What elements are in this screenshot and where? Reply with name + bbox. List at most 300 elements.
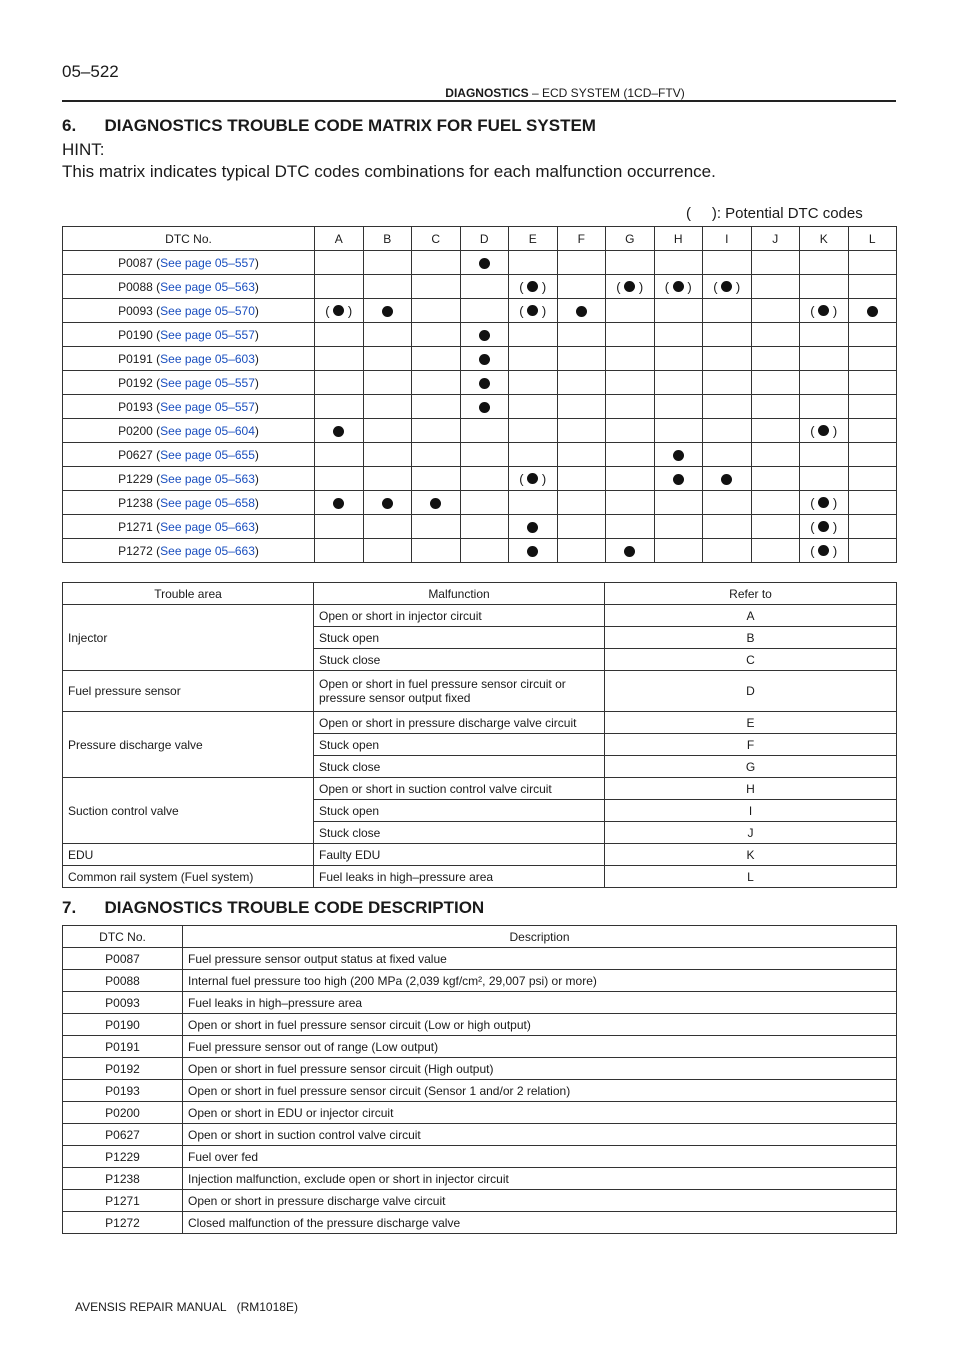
dtc-dot-icon (479, 378, 490, 389)
malfunction-cell: Faulty EDU (314, 844, 605, 866)
matrix-cell (315, 443, 364, 467)
matrix-cell (460, 419, 509, 443)
matrix-cell (703, 467, 752, 491)
matrix-cell (412, 539, 461, 563)
see-page-link[interactable]: See page 05–557 (160, 375, 255, 390)
trouble-row (63, 712, 897, 734)
desc-row (63, 1124, 897, 1146)
see-page-link[interactable]: See page 05–570 (160, 303, 255, 318)
matrix-cell (509, 515, 558, 539)
matrix-cell (751, 491, 800, 515)
matrix-cell (606, 443, 655, 467)
matrix-dtc-cell: P0200 (See page 05–604) (63, 419, 315, 443)
see-page-link[interactable]: See page 05–604 (160, 423, 255, 438)
desc-text-cell: Internal fuel pressure too high (200 MPa (2,039 kgf/cm², 29,007 psi) or more) (183, 970, 897, 992)
open-paren: ( (664, 279, 673, 295)
close-paren: ) (829, 495, 838, 511)
matrix-cell (412, 515, 461, 539)
dtc-code: P0190 (118, 327, 153, 342)
matrix-cell (606, 371, 655, 395)
close-paren: ) (538, 279, 547, 295)
matrix-cell (751, 299, 800, 323)
see-page-link[interactable]: See page 05–563 (160, 471, 255, 486)
matrix-header-col-b: B (363, 227, 412, 251)
desc-dtc-cell: P0190 (63, 1014, 183, 1036)
potential-legend: ( ): Potential DTC codes (686, 205, 863, 222)
matrix-cell (315, 347, 364, 371)
matrix-row (63, 395, 897, 419)
desc-row (63, 970, 897, 992)
matrix-cell (654, 491, 703, 515)
matrix-cell (557, 347, 606, 371)
matrix-cell (848, 443, 897, 467)
matrix-cell (509, 347, 558, 371)
header-title (0, 86, 960, 100)
trouble-row (63, 671, 897, 712)
open-paren: ( (810, 519, 819, 535)
matrix-cell (751, 323, 800, 347)
matrix-cell (654, 539, 703, 563)
dtc-code: P0192 (118, 375, 153, 390)
desc-header-row (63, 926, 897, 948)
matrix-cell (606, 299, 655, 323)
matrix-header-col-c: C (412, 227, 461, 251)
dtc-code: P0200 (118, 423, 153, 438)
matrix-body (63, 251, 897, 563)
desc-row (63, 1058, 897, 1080)
potential-dot-icon (818, 305, 829, 316)
potential-dot-icon (527, 473, 538, 484)
matrix-cell (315, 395, 364, 419)
desc-text-cell: Open or short in EDU or injector circuit (183, 1102, 897, 1124)
matrix-cell (557, 467, 606, 491)
desc-body (63, 948, 897, 1234)
matrix-cell (557, 419, 606, 443)
matrix-cell (509, 443, 558, 467)
matrix-cell (557, 443, 606, 467)
trouble-header-row (63, 583, 897, 605)
desc-dtc-cell: P0200 (63, 1102, 183, 1124)
close-paren: ) (829, 543, 838, 559)
matrix-cell (848, 299, 897, 323)
dtc-dot-icon (867, 306, 878, 317)
desc-dtc-cell: P0087 (63, 948, 183, 970)
matrix-cell (800, 299, 849, 323)
desc-dtc-cell: P0193 (63, 1080, 183, 1102)
matrix-cell (315, 323, 364, 347)
matrix-row (63, 443, 897, 467)
desc-text-cell: Fuel pressure sensor out of range (Low output) (183, 1036, 897, 1058)
open-paren: ( (519, 303, 528, 319)
matrix-cell (315, 371, 364, 395)
desc-dtc-cell: P0191 (63, 1036, 183, 1058)
close-paren: ) (829, 303, 838, 319)
matrix-cell (703, 347, 752, 371)
dtc-code: P1238 (118, 495, 153, 510)
see-page-link[interactable]: See page 05–557 (160, 327, 255, 342)
matrix-row (63, 467, 897, 491)
dtc-dot-icon (721, 474, 732, 485)
matrix-row (63, 539, 897, 563)
matrix-cell (412, 467, 461, 491)
see-page-link[interactable]: See page 05–603 (160, 351, 255, 366)
matrix-cell (412, 323, 461, 347)
dtc-code: P0193 (118, 399, 153, 414)
dtc-dot-icon (382, 306, 393, 317)
matrix-cell (703, 275, 752, 299)
matrix-cell (703, 491, 752, 515)
potential-dot-icon (818, 425, 829, 436)
matrix-header-col-a: A (315, 227, 364, 251)
potential-dot-icon (333, 305, 344, 316)
matrix-cell (800, 515, 849, 539)
matrix-cell (412, 299, 461, 323)
matrix-cell (460, 347, 509, 371)
matrix-cell (557, 395, 606, 419)
close-paren: ) (829, 423, 838, 439)
dtc-code: P0093 (118, 303, 153, 318)
close-paren: ) (538, 303, 547, 319)
matrix-cell (606, 395, 655, 419)
desc-dtc-cell: P1272 (63, 1212, 183, 1234)
matrix-cell (315, 491, 364, 515)
matrix-cell (509, 491, 558, 515)
open-paren: ( (810, 543, 819, 559)
desc-row (63, 1146, 897, 1168)
matrix-header-col-l: L (848, 227, 897, 251)
desc-dtc-cell: P0627 (63, 1124, 183, 1146)
close-paren: ) (538, 471, 547, 487)
desc-text-cell: Injection malfunction, exclude open or short in injector circuit (183, 1168, 897, 1190)
matrix-dtc-cell: P0193 (See page 05–557) (63, 395, 315, 419)
desc-dtc-cell: P1229 (63, 1146, 183, 1168)
refer-to-cell: G (605, 756, 897, 778)
matrix-cell (363, 515, 412, 539)
desc-row (63, 1080, 897, 1102)
matrix-cell (557, 515, 606, 539)
dtc-dot-icon (673, 474, 684, 485)
matrix-cell (800, 323, 849, 347)
matrix-cell (509, 539, 558, 563)
matrix-cell (703, 251, 752, 275)
matrix-cell (848, 539, 897, 563)
matrix-cell (800, 467, 849, 491)
matrix-cell (460, 443, 509, 467)
desc-text-cell: Fuel pressure sensor output status at fixed value (183, 948, 897, 970)
potential-dot-icon (818, 521, 829, 532)
desc-row (63, 1036, 897, 1058)
matrix-cell (606, 275, 655, 299)
matrix-cell (412, 371, 461, 395)
dtc-dot-icon (430, 498, 441, 509)
matrix-header-row (63, 227, 897, 251)
matrix-row (63, 275, 897, 299)
matrix-cell (654, 467, 703, 491)
matrix-cell (315, 299, 364, 323)
matrix-header-col-g: G (606, 227, 655, 251)
matrix-cell (800, 251, 849, 275)
dtc-dot-icon (479, 330, 490, 341)
malfunction-cell: Open or short in fuel pressure sensor circuit or pressure sensor output fixed (314, 671, 605, 712)
matrix-row (63, 347, 897, 371)
desc-row (63, 1212, 897, 1234)
malfunction-cell: Stuck open (314, 627, 605, 649)
trouble-area-cell: Common rail system (Fuel system) (63, 866, 314, 888)
matrix-cell (751, 251, 800, 275)
matrix-dtc-cell: P1229 (See page 05–563) (63, 467, 315, 491)
close-paren: ) (344, 303, 353, 319)
matrix-cell (848, 491, 897, 515)
potential-dot-icon (624, 281, 635, 292)
matrix-row (63, 323, 897, 347)
matrix-cell (557, 251, 606, 275)
open-paren: ( (810, 495, 819, 511)
matrix-header-dtc: DTC No. (63, 227, 315, 251)
matrix-dtc-cell: P1271 (See page 05–663) (63, 515, 315, 539)
open-paren: ( (713, 279, 722, 295)
matrix-cell (703, 515, 752, 539)
matrix-cell (654, 347, 703, 371)
malfunction-cell: Stuck close (314, 756, 605, 778)
refer-to-cell: D (605, 671, 897, 712)
trouble-row (63, 605, 897, 627)
malfunction-cell: Open or short in injector circuit (314, 605, 605, 627)
matrix-cell (412, 419, 461, 443)
section-6-title: 6. DIAGNOSTICS TROUBLE CODE MATRIX FOR FUEL SYSTEM (62, 116, 596, 135)
matrix-cell (460, 323, 509, 347)
matrix-cell (800, 443, 849, 467)
matrix-cell (509, 419, 558, 443)
matrix-cell (751, 419, 800, 443)
open-paren: ( (616, 279, 625, 295)
trouble-area-cell: Fuel pressure sensor (63, 671, 314, 712)
malfunction-cell: Stuck open (314, 800, 605, 822)
potential-dot-icon (527, 281, 538, 292)
matrix-cell (654, 515, 703, 539)
header-separator: – (531, 86, 539, 100)
matrix-row (63, 299, 897, 323)
close-paren: ) (635, 279, 644, 295)
potential-dot-icon (818, 545, 829, 556)
dtc-code: P1229 (118, 471, 153, 486)
trouble-area-cell: Pressure discharge valve (63, 712, 314, 778)
matrix-cell (363, 467, 412, 491)
matrix-cell (654, 323, 703, 347)
matrix-cell (751, 395, 800, 419)
dtc-dot-icon (527, 522, 538, 533)
trouble-row (63, 866, 897, 888)
matrix-cell (606, 347, 655, 371)
matrix-cell (315, 251, 364, 275)
trouble-area-cell: Suction control valve (63, 778, 314, 844)
dtc-dot-icon (479, 402, 490, 413)
matrix-cell (363, 419, 412, 443)
dtc-description-table (62, 925, 897, 1234)
see-page-link[interactable]: See page 05–563 (160, 279, 255, 294)
see-page-link[interactable]: See page 05–663 (160, 543, 255, 558)
dtc-code: P1272 (118, 543, 153, 558)
matrix-cell (703, 443, 752, 467)
matrix-cell (460, 491, 509, 515)
matrix-cell (654, 275, 703, 299)
matrix-cell (703, 323, 752, 347)
matrix-cell (557, 299, 606, 323)
section-7-title: 7. DIAGNOSTICS TROUBLE CODE DESCRIPTION (62, 898, 485, 917)
matrix-cell (509, 275, 558, 299)
matrix-cell (848, 275, 897, 299)
dtc-dot-icon (673, 450, 684, 461)
matrix-cell (848, 515, 897, 539)
matrix-row (63, 371, 897, 395)
trouble-area-cell: EDU (63, 844, 314, 866)
matrix-cell (363, 395, 412, 419)
open-paren: ( (810, 303, 819, 319)
refer-to-cell: A (605, 605, 897, 627)
matrix-cell (460, 299, 509, 323)
matrix-dtc-cell: P0088 (See page 05–563) (63, 275, 315, 299)
dtc-dot-icon (333, 498, 344, 509)
matrix-dtc-cell: P1238 (See page 05–658) (63, 491, 315, 515)
matrix-cell (654, 371, 703, 395)
matrix-cell (412, 395, 461, 419)
dtc-code: P0191 (118, 351, 153, 366)
desc-row (63, 1102, 897, 1124)
dtc-code: P0087 (118, 255, 153, 270)
desc-row (63, 1014, 897, 1036)
matrix-cell (751, 515, 800, 539)
matrix-cell (412, 443, 461, 467)
matrix-cell (848, 467, 897, 491)
potential-dot-icon (527, 305, 538, 316)
matrix-cell (460, 275, 509, 299)
matrix-cell (703, 299, 752, 323)
matrix-row (63, 515, 897, 539)
desc-text-cell: Open or short in pressure discharge valve circuit (183, 1190, 897, 1212)
footer-manual-title: AVENSIS REPAIR MANUAL (RM1018E) (75, 1300, 298, 1314)
malfunction-cell: Open or short in pressure discharge valve circuit (314, 712, 605, 734)
matrix-cell (606, 251, 655, 275)
matrix-cell (751, 443, 800, 467)
desc-dtc-cell: P1238 (63, 1168, 183, 1190)
matrix-cell (703, 539, 752, 563)
matrix-cell (557, 371, 606, 395)
matrix-cell (460, 251, 509, 275)
dtc-code: P1271 (118, 519, 153, 534)
header-system: ECD SYSTEM (1CD–FTV) (542, 86, 685, 100)
dtc-code: P0088 (118, 279, 153, 294)
matrix-cell (460, 467, 509, 491)
refer-to-cell: E (605, 712, 897, 734)
matrix-cell (848, 323, 897, 347)
open-paren: ( (519, 471, 528, 487)
matrix-cell (315, 467, 364, 491)
dtc-matrix-table (62, 226, 897, 563)
matrix-cell (654, 299, 703, 323)
page-number: 05–522 (62, 62, 119, 81)
matrix-cell (654, 395, 703, 419)
matrix-cell (460, 395, 509, 419)
matrix-cell (509, 251, 558, 275)
matrix-dtc-cell: P0190 (See page 05–557) (63, 323, 315, 347)
matrix-cell (800, 275, 849, 299)
matrix-cell (606, 323, 655, 347)
matrix-header-col-k: K (800, 227, 849, 251)
see-page-link[interactable]: See page 05–663 (160, 519, 255, 534)
desc-text-cell: Open or short in fuel pressure sensor circuit (Sensor 1 and/or 2 relation) (183, 1080, 897, 1102)
matrix-cell (509, 395, 558, 419)
desc-text-cell: Fuel leaks in high–pressure area (183, 992, 897, 1014)
desc-row (63, 992, 897, 1014)
matrix-cell (363, 491, 412, 515)
desc-header-dtc: DTC No. (63, 926, 183, 948)
see-page-link[interactable]: See page 05–557 (160, 255, 255, 270)
matrix-cell (751, 347, 800, 371)
matrix-cell (315, 275, 364, 299)
malfunction-cell: Stuck close (314, 649, 605, 671)
matrix-cell (848, 419, 897, 443)
matrix-cell (606, 467, 655, 491)
malfunction-cell: Fuel leaks in high–pressure area (314, 866, 605, 888)
trouble-area-cell: Injector (63, 605, 314, 671)
matrix-cell (703, 419, 752, 443)
matrix-cell (703, 371, 752, 395)
matrix-cell (751, 467, 800, 491)
desc-header-description: Description (183, 926, 897, 948)
matrix-row (63, 491, 897, 515)
matrix-cell (412, 251, 461, 275)
open-paren: ( (325, 303, 334, 319)
see-page-link[interactable]: See page 05–557 (160, 399, 255, 414)
see-page-link[interactable]: See page 05–658 (160, 495, 255, 510)
refer-to-cell: C (605, 649, 897, 671)
matrix-cell (363, 347, 412, 371)
desc-row (63, 948, 897, 970)
malfunction-cell: Open or short in suction control valve circuit (314, 778, 605, 800)
matrix-cell (751, 539, 800, 563)
matrix-cell (848, 251, 897, 275)
matrix-cell (509, 371, 558, 395)
matrix-header-col-f: F (557, 227, 606, 251)
matrix-cell (703, 395, 752, 419)
matrix-cell (363, 323, 412, 347)
potential-dot-icon (673, 281, 684, 292)
hint-label: HINT: (62, 140, 105, 159)
matrix-cell (412, 275, 461, 299)
matrix-cell (509, 467, 558, 491)
refer-to-cell: F (605, 734, 897, 756)
matrix-cell (606, 491, 655, 515)
malfunction-cell: Stuck close (314, 822, 605, 844)
matrix-cell (315, 539, 364, 563)
matrix-cell (315, 515, 364, 539)
matrix-dtc-cell: P0627 (See page 05–655) (63, 443, 315, 467)
matrix-cell (800, 419, 849, 443)
matrix-cell (363, 371, 412, 395)
matrix-cell (412, 347, 461, 371)
malfunction-cell: Stuck open (314, 734, 605, 756)
matrix-cell (509, 323, 558, 347)
trouble-area-table (62, 582, 897, 888)
desc-text-cell: Closed malfunction of the pressure discharge valve (183, 1212, 897, 1234)
desc-text-cell: Open or short in suction control valve circuit (183, 1124, 897, 1146)
matrix-cell (848, 395, 897, 419)
dtc-dot-icon (479, 354, 490, 365)
matrix-cell (848, 371, 897, 395)
see-page-link[interactable]: See page 05–655 (160, 447, 255, 462)
refer-to-cell: B (605, 627, 897, 649)
matrix-row (63, 419, 897, 443)
matrix-cell (800, 347, 849, 371)
